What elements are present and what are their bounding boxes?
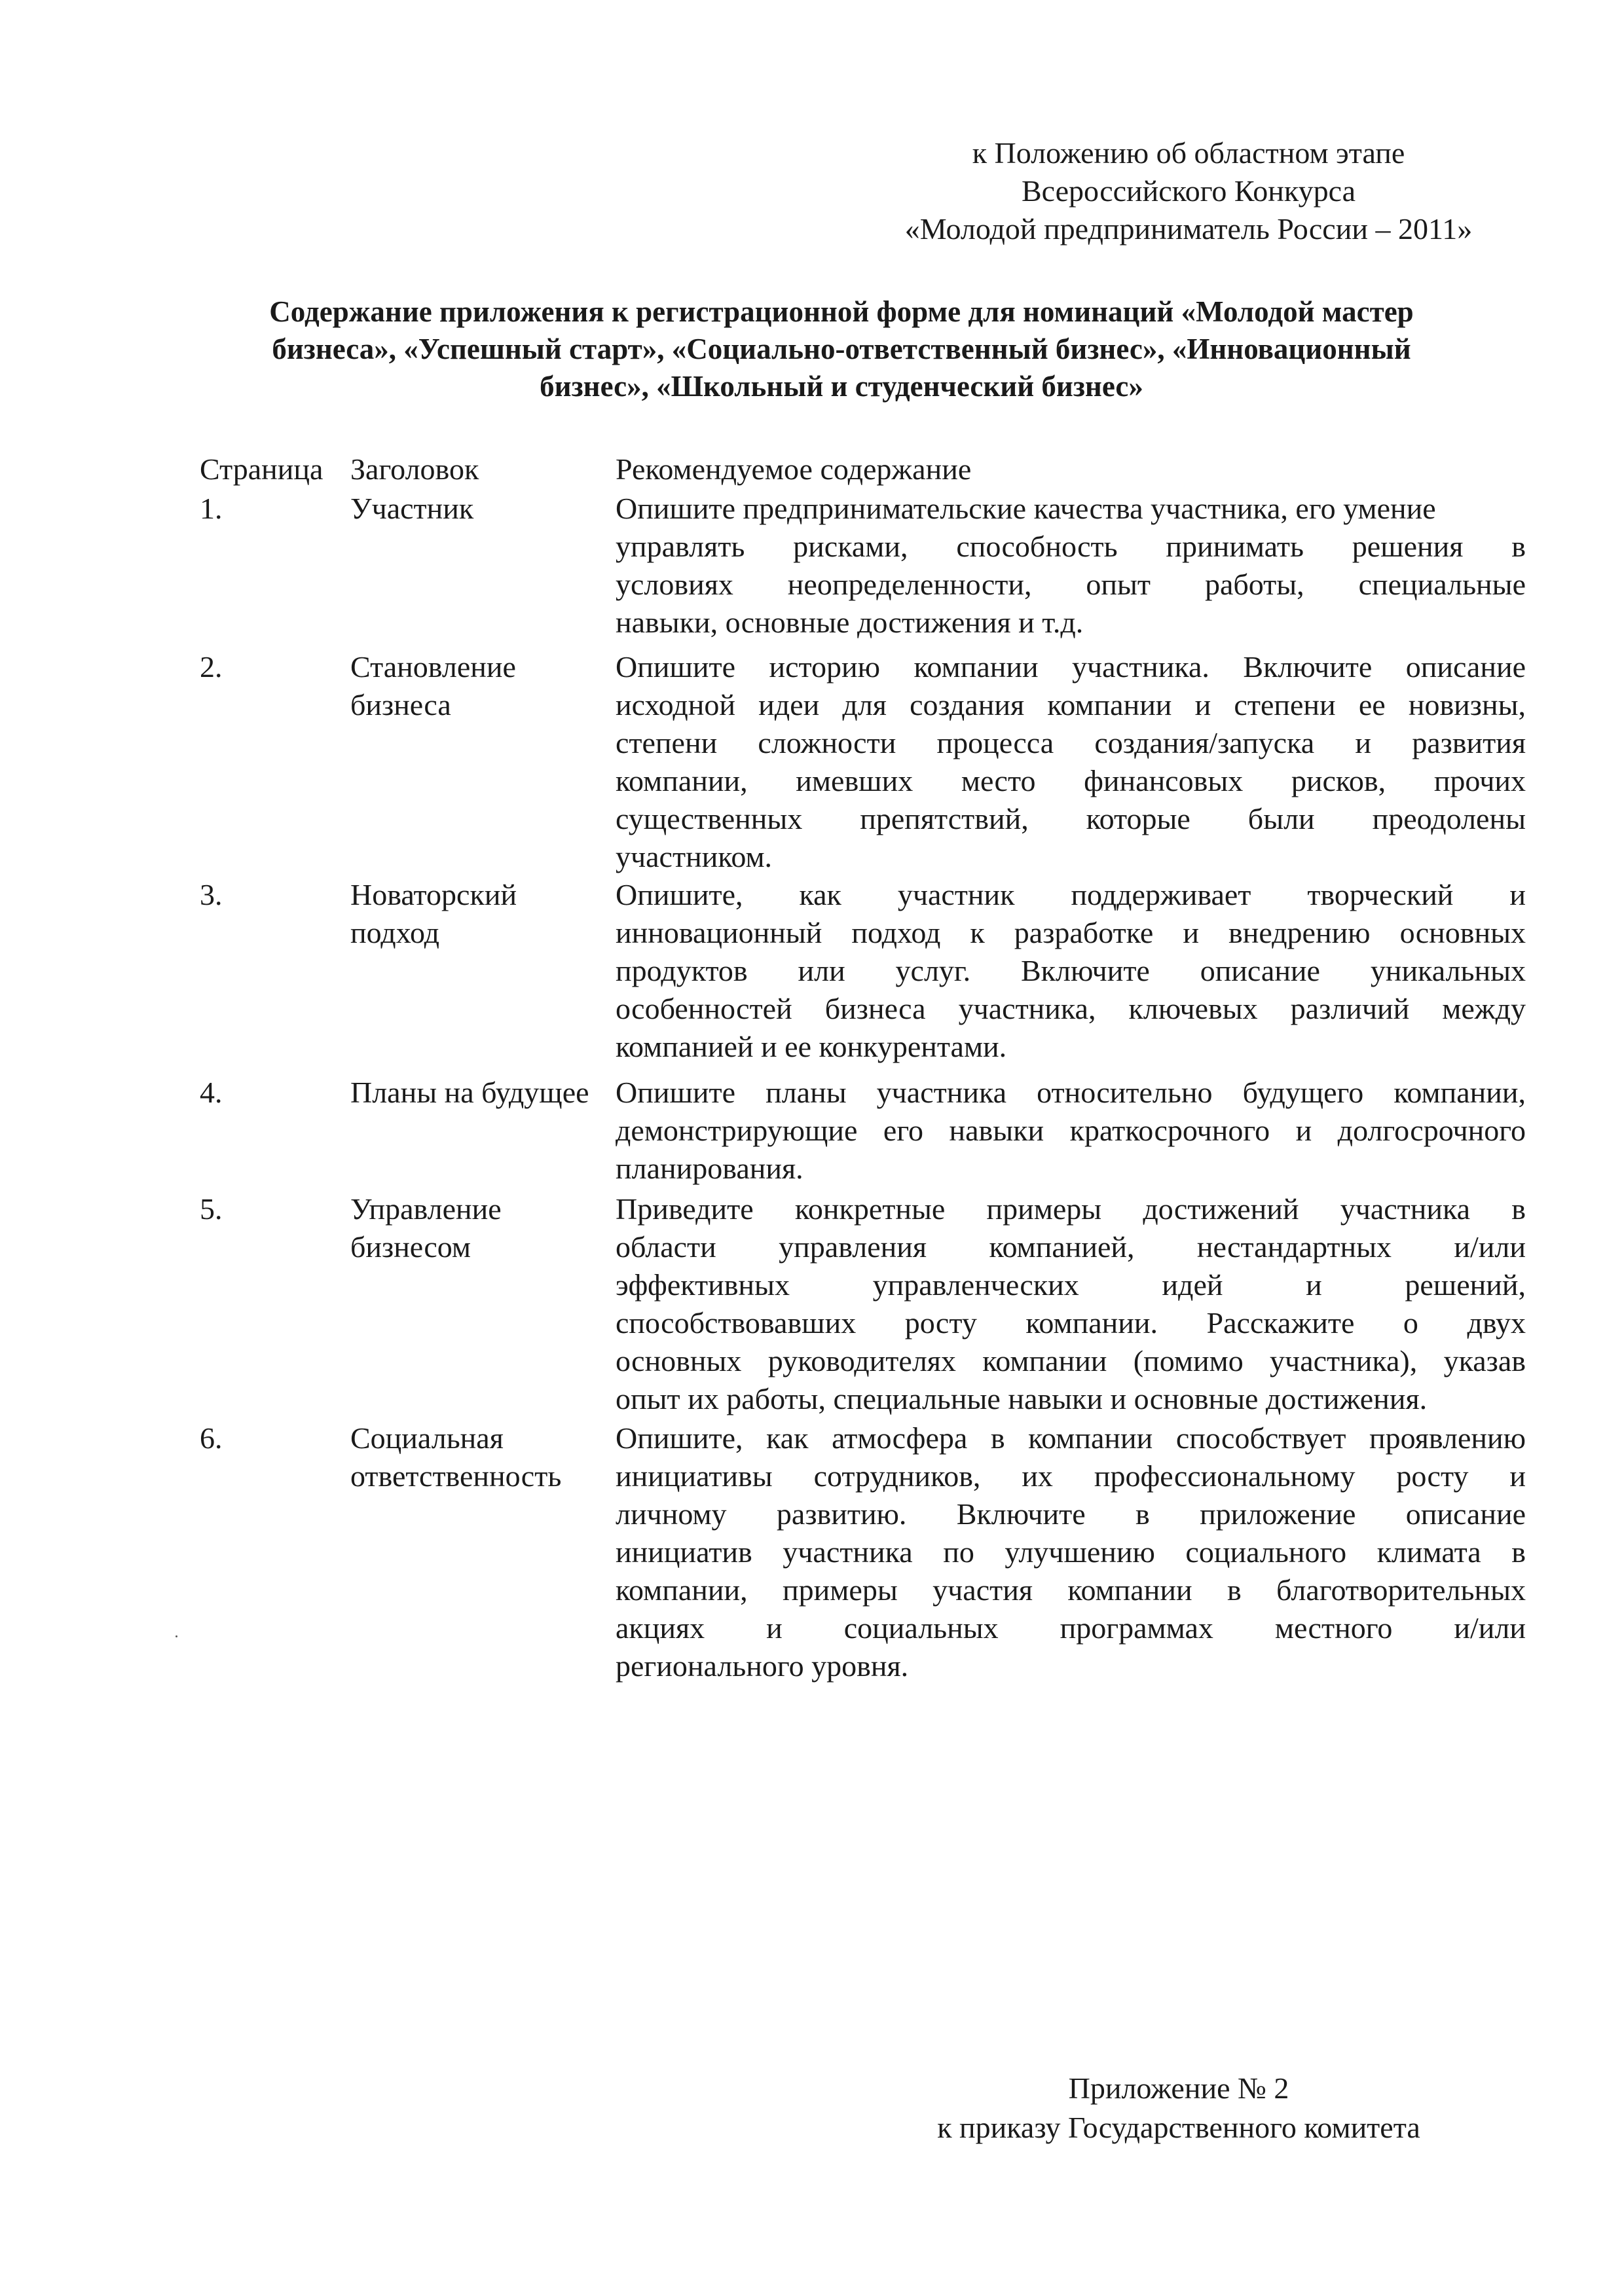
title-line: бизнес», «Школьный и студенческий бизнес» (540, 370, 1143, 403)
description-line: степени сложности процесса создания/запуска и развития (616, 726, 1526, 759)
row-heading: Социальная ответственность (350, 1421, 562, 1493)
description-line: способствовавших росту компании. Расскажите о двух (616, 1306, 1526, 1339)
header-line: «Молодой предприниматель России – 2011» (904, 212, 1473, 246)
description-line: компании, имевших место финансовых рисков, прочих (616, 764, 1526, 797)
description-line: компании, примеры участия компании в благотворительных (616, 1573, 1526, 1607)
row-number: 4. (200, 1076, 223, 1109)
description-line: демонстрирующие его навыки краткосрочного и долгосрочного (616, 1114, 1526, 1147)
header-line: к Положению об областном этапе (972, 136, 1405, 170)
description-line: управлять рисками, способность принимать решения в (616, 530, 1526, 563)
description-line: личному развитию. Включите в приложение описание (616, 1497, 1526, 1531)
description-line: области управления компанией, нестандартных и/или (616, 1230, 1526, 1264)
description-line: Опишите, как участник поддерживает творческий и (616, 878, 1526, 911)
description-line: исходной идеи для создания компании и степени ее новизны, (616, 688, 1526, 721)
row-number: 3. (200, 878, 223, 911)
column-header-content: Рекомендуемое содержание (616, 452, 972, 486)
row-description (616, 648, 1526, 876)
description-line: Опишите историю компании участника. Включите описание (616, 650, 1526, 683)
description-line: Опишите предпринимательские качества участника, его умение (616, 492, 1436, 525)
description-line: опыт их работы, специальные навыки и основные достижения. (616, 1382, 1428, 1415)
description-line: существенных препятствий, которые были преодолены (616, 802, 1526, 835)
row-heading: Становление бизнеса (350, 650, 516, 721)
row-heading: Новаторский подход (350, 878, 517, 949)
column-header-heading: Заголовок (350, 452, 479, 486)
description-line: особенностей бизнеса участника, ключевых различий между (616, 992, 1526, 1025)
row-heading: Планы на будущее (350, 1076, 589, 1109)
document-title (190, 293, 1493, 405)
row-number: 5. (200, 1192, 223, 1226)
description-line: инновационный подход к разработке и внедрению основных (616, 916, 1526, 949)
column-header-page: Страница (200, 452, 323, 486)
description-line: компанией и ее конкурентами. (616, 1030, 1007, 1063)
description-line: условиях неопределенности, опыт работы, специальные (616, 568, 1526, 601)
description-line: Опишите, как атмосфера в компании способствует проявлению (616, 1421, 1526, 1455)
description-line: навыки, основные достижения и т.д. (616, 606, 1084, 639)
footer-reference (851, 2069, 1506, 2147)
description-line: планирования. (616, 1152, 803, 1185)
description-line: эффективных управленческих идей и решений, (616, 1268, 1526, 1302)
row-heading: Управление бизнесом (350, 1192, 502, 1264)
header-reference (838, 134, 1539, 248)
row-description (616, 1190, 1526, 1418)
header-line: Всероссийского Конкурса (1021, 174, 1356, 208)
description-line: продуктов или услуг. Включите описание уникальных (616, 954, 1526, 987)
row-heading: Участник (350, 492, 474, 525)
description-line: инициативы сотрудников, их профессиональному росту и (616, 1459, 1526, 1493)
scan-speck (175, 1635, 177, 1637)
title-line: Содержание приложения к регистрационной форме для номинаций «Молодой мастер (269, 295, 1414, 328)
footer-line: к приказу Государственного комитета (937, 2111, 1420, 2144)
description-line: участником. (616, 840, 773, 873)
row-number: 1. (200, 492, 223, 525)
row-number: 6. (200, 1421, 223, 1455)
row-description (616, 1074, 1526, 1188)
footer-line: Приложение № 2 (1068, 2071, 1289, 2105)
row-number: 2. (200, 650, 223, 683)
description-line: инициатив участника по улучшению социального климата в (616, 1535, 1526, 1569)
row-description (616, 876, 1526, 1066)
row-description (616, 490, 1526, 642)
description-line: Приведите конкретные примеры достижений участника в (616, 1192, 1526, 1226)
title-line: бизнеса», «Успешный старт», «Социально-ответственный бизнес», «Инновационный (272, 333, 1411, 365)
description-line: акциях и социальных программах местного и/или (616, 1611, 1526, 1645)
description-line: регионального уровня. (616, 1649, 909, 1683)
description-line: Опишите планы участника относительно будущего компании, (616, 1076, 1526, 1109)
description-line: основных руководителях компании (помимо участника), указав (616, 1344, 1526, 1377)
row-description (616, 1419, 1526, 1685)
